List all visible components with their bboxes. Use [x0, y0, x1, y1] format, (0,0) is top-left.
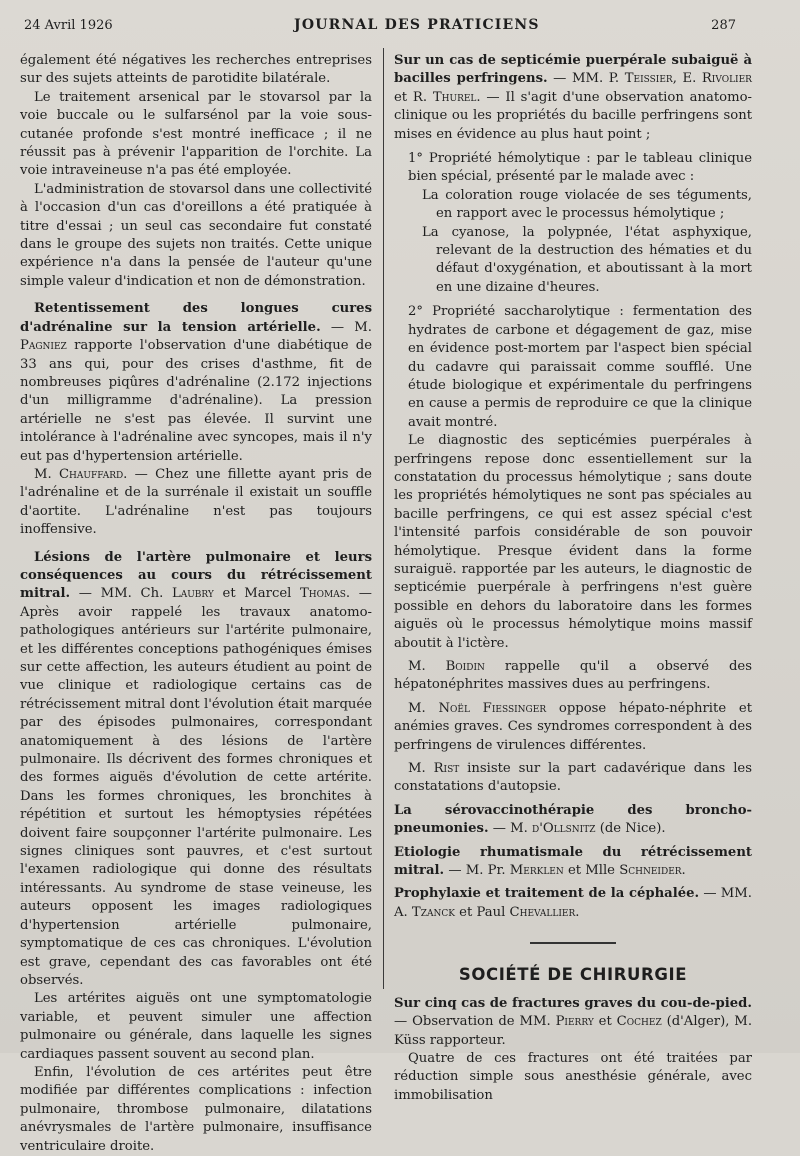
section-title: Retentissement des longues cures d'adrénaline sur la tension artérielle.	[20, 301, 372, 335]
section-fractures: Sur cinq cas de fractures graves du cou-de-pied. — Observation de MM. Pierry et Cochez (d'Alger), M. Küss rapporteur.	[394, 995, 753, 1048]
author-name: Chevallier.	[509, 904, 580, 920]
paragraph: Enfin, l'évolution de ces artérites peut être modifiée par différentes complications : infection pulmonaire, thrombose pulmonaire, dilatations anévrysmales de l'artère pulmonaire, insuffisance ventriculaire droite.	[20, 1064, 372, 1154]
list-item: 1° Propriété hémolytique : par le tableau clinique bien spécial, présenté par le malade avec :	[408, 151, 752, 185]
running-header	[24, 14, 736, 36]
section-text: Observation de MM.	[412, 1014, 551, 1030]
author-name: M. Boidin	[408, 659, 485, 674]
section-text: rapporte l'observation d'une diabétique de 33 ans qui, pour des crises d'asthme, fit de nombreuses piqûres d'adrénaline (2.172 injections d'un milligramme d'adrénaline). La pression artérielle ne s'est pas élevée. Il survint une intolérance à l'adrénaline avec syncopes, mais il n'y eut pas d'hypertension artérielle.	[20, 338, 372, 464]
header-page-number: 287	[711, 18, 736, 33]
author-connector: et R.	[394, 89, 428, 105]
author-name: M. Chauffard.	[34, 466, 128, 482]
list-subitem: La cyanose, la polypnée, l'état asphyxique, relevant de la destruction des hématies et du défaut d'oxygénation, et aboutissant à la mort en une dizaine d'heures.	[422, 224, 752, 295]
left-column	[20, 52, 372, 1154]
section-title: Prophylaxie et traitement de la céphalée.	[394, 886, 700, 902]
author-name: Tzanck	[411, 904, 455, 920]
paragraph: L'administration de stovarsol dans une collectivité à l'occasion d'un cas d'oreillons a été pratiquée à titre d'essai ; un seul cas secondaire fut constaté dans le groupe des sujets non traités. Cette unique expérience n'a dans la pensée de l'auteur qu'une simple valeur d'indication et non de démonstration.	[20, 181, 372, 289]
author-prefix: MM. P.	[571, 71, 620, 87]
author-name: Thomas.	[300, 586, 351, 602]
paragraph: Quatre de ces fractures ont été traitées par réduction simple sous anesthésie générale, avec immobilisation	[394, 1050, 752, 1103]
author-prefix: M. Pr.	[465, 863, 506, 879]
author-name: Pierry	[555, 1014, 594, 1030]
author-name: M. Pagniez	[20, 319, 372, 354]
comment-boidin	[394, 658, 752, 695]
section-text: oppose hépato-néphrite et anémies graves. Ces syndromes correspondent à des perfringens de virulences différentes.	[394, 700, 752, 753]
section-pulmonary-artery: Lésions de l'artère pulmonaire et leurs conséquences au cours du rétrécissement mitral. — MM. Ch. Laubry et Marcel Thomas. — Après avoir rappelé les travaux anatomo-pathologiques antérieurs sur l'artérite pulmonaire, et les différentes conceptions pathogéniques émises sur cette affection, les auteurs étudient au point de vue clinique et radiologique certains cas de rétrécissement mitral dont l'évolution était marquée par des épisodes pulmonaires, correspondant anatomiquement à des lésions de l'artère pulmonaire. Ils décrivent des formes chroniques et des formes aiguës d'évolution de cette artérite. Dans les formes chroniques, les bronchites à répétition et surtout les hémoptysies répétées doivent faire soupçonner l'artérite pulmonaire. Les signes cliniques sont pauvres, et c'est surtout l'examen radiologique qui donne des résultats intéressants. Au syndrome de stase veineuse, les auteurs opposent les images radiologiques d'hypertension artérielle pulmonaire, symptomatique de ces cas chroniques. L'évolution est grave, cependant des cas favorables ont été observés.	[20, 549, 372, 988]
author-name: Laubry	[171, 586, 214, 602]
right-column	[394, 52, 753, 1103]
author-name: d'Ollsnitz	[532, 821, 596, 837]
author-name: M. Rist	[408, 761, 460, 777]
author-name: Merklen	[509, 863, 564, 879]
author-prefix: E.	[682, 71, 697, 87]
author-prefix: MM. Ch.	[100, 586, 164, 602]
author-prefix: MM. A.	[394, 886, 752, 920]
author-place: (d'Alger), M. Küss rapporteur.	[394, 1014, 753, 1048]
author-name: Schneider.	[619, 863, 686, 879]
section-text: Il s'agit d'une observation anatomo-clinique ou les propriétés du bacille perfringens sont mises en évidence au plus haut point ;	[394, 89, 752, 142]
author-name: Rivolier	[701, 71, 752, 87]
comment-fiessinger	[394, 700, 752, 755]
section-text: rappelle qu'il a observé des hépatonéphrites massives dues au perfringens.	[394, 659, 752, 693]
author-prefix: M.	[510, 821, 528, 837]
section-comment: M. Chauffard. — Chez une fillette ayant pris de l'adrénaline et de la surrénale il existait un souffle d'aortite. L'adrénaline n'est pas toujours inoffensive.	[20, 466, 372, 538]
section-cephalea: Prophylaxie et traitement de la céphalée. — MM. A. Tzanck et Paul Chevallier.	[394, 886, 752, 920]
list-subitem: La coloration rouge violacée de ses téguments, en rapport avec le processus hémolytique ;	[422, 187, 752, 222]
author-connector: et Mlle	[567, 863, 615, 879]
section-title: Sur cinq cas de fractures graves du cou-de-pied.	[394, 995, 752, 1011]
section-title: Lésions de l'artère pulmonaire et leurs conséquences au cours du rétrécissement mitral.	[20, 549, 372, 602]
author-connector: et Marcel	[222, 586, 292, 602]
section-serovaccinotherapy: La sérovaccinothérapie des broncho-pneumonies. — M. d'Ollsnitz (de Nice).	[394, 802, 752, 837]
section-title: Etiologie rhumatismale du rétrécissement mitral.	[394, 844, 752, 879]
society-heading: SOCIÉTÉ DE CHIRURGIE	[458, 965, 688, 985]
section-rheumatic-etiology: Etiologie rhumatismale du rétrécissement mitral. — M. Pr. Merklen et Mlle Schneider.	[394, 844, 752, 879]
paragraph: également été négatives les recherches entreprises sur des sujets atteints de parotidite bilatérale.	[20, 53, 372, 87]
paragraph: Les artérites aiguës ont une symptomatologie variable, et peuvent simuler une affection pulmonaire ou générale, dans laquelle les signes cardiaques passent souvent au second plan.	[20, 991, 372, 1062]
comment-rist	[394, 760, 752, 797]
author-place: (de Nice).	[599, 821, 666, 837]
header-date: 24 Avril 1926	[24, 18, 113, 33]
author-name: Thurel.	[432, 89, 481, 105]
section-septicemia: Sur un cas de septicémie puerpérale subaiguë à bacilles perfringens. — MM. P. Teissier, E. Rivolier et R. Thurel. — Il s'agit d'une observation anatomo-clinique ou les propriétés du bacille perfringens sont mises en évidence au plus haut point ;	[394, 53, 752, 142]
author-name: Cochez	[616, 1014, 662, 1030]
author-connector: et Paul	[459, 904, 506, 920]
paragraph: Le diagnostic des septicémies puerpérales à perfringens repose donc essentiellement sur la constatation du processus hémolytique ; sans doute les propriétés hémolytiques ne sont pas spéciales au bacille perfringens, ce qui est assez spécial c'est l'intensité parfois considérable de son pouvoir hémolytique. Presque évident dans la forme suraiguë. rapportée par les auteurs, le diagnostic de septicémie puerpérale à perfringens n'est guère possible en dehors du laboratoire dans les formes aiguës où le processus hémolytique moins massif aboutit à l'ictère.	[394, 433, 752, 651]
section-text: insiste sur la part cadavérique dans les constatations d'autopsie.	[394, 761, 752, 795]
section-adrenaline: Retentissement des longues cures d'adrénaline sur la tension artérielle. — M. Pagniez rapporte l'observation d'une diabétique de 33 ans qui, pour des crises d'asthme, fit de nombreuses piqûres d'adrénaline (2.172 injections d'un milligramme d'adrénaline). La pression artérielle ne s'est pas élevée. Il survint une intolérance à l'adrénaline avec syncopes, mais il n'y eut pas d'hypertension artérielle.	[20, 301, 372, 464]
section-text: Chez une fillette ayant pris de l'adrénaline et de la surrénale il existait un souffle d'aortite. L'adrénaline n'est pas toujours inoffensive.	[20, 466, 372, 538]
section-title: La sérovaccinothérapie des broncho-pneumonies.	[394, 802, 752, 837]
section-separator	[530, 942, 616, 944]
author-name: Teissier,	[624, 71, 677, 87]
section-title: Sur un cas de septicémie puerpérale subaiguë à bacilles perfringens.	[394, 53, 752, 87]
header-journal-title: JOURNAL DES PRATICIENS	[294, 17, 540, 33]
author-connector: et	[598, 1014, 612, 1030]
paragraph: Le traitement arsenical par le stovarsol par la voie buccale ou le sulfarsénol par la voie sous-cutanée profonde s'est montré inefficace ; il ne réussit pas à prévenir l'apparition de l'orchite. La voie intraveineuse n'a pas été employée.	[20, 89, 372, 179]
column-divider	[383, 48, 384, 989]
list-item: 2° Propriété saccharolytique : fermentation des hydrates de carbone et dégagement de gaz, mise en évidence post-mortem par l'aspect bien spécial du cadavre qui paraissait comme soufflé. Une étude biologique et expérimentale du perfringens en cause a permis de reproduire ce que la clinique avait montré.	[408, 304, 752, 430]
section-text: Après avoir rappelé les travaux anatomo-pathologiques antérieurs sur l'artérite pulmonaire, et les différentes conceptions pathogéniques émises sur cette affection, les auteurs étudient au point de vue clinique et radiologique certains cas de rétrécissement mitral dont l'évolution était marquée par des épisodes pulmonaires, correspondant anatomiquement à des lésions de l'artère pulmonaire. Ils décrivent des formes chroniques et des formes aiguës d'évolution de cette artérite. Dans les formes chroniques, les bronchites à répétition et surtout les hémoptysies répétées doivent faire soupçonner l'artérite pulmonaire. Les signes cliniques sont pauvres, et c'est surtout l'examen radiologique qui donne des résultats intéressants. Au syndrome de stase veineuse, les auteurs opposent les images radiologiques d'hypertension artérielle pulmonaire, symptomatique de ces cas chroniques. L'évolution est grave, cependant des cas favorables ont été observés.	[20, 604, 372, 988]
author-name: M. Noël Fiessinger	[408, 700, 547, 716]
